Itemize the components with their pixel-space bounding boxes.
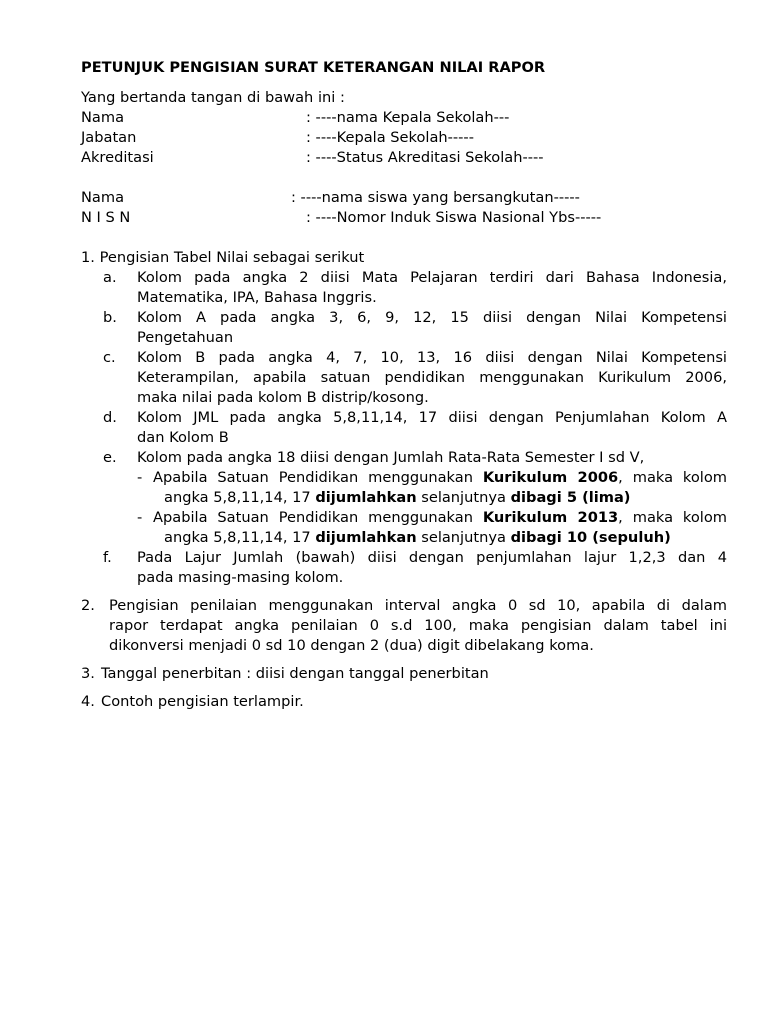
section-line: dikonversi menjadi 0 sd 10 dengan 2 (dua) digit dibelakang koma.: [109, 637, 594, 654]
section-3: [81, 664, 727, 684]
section-marker: 4.: [81, 693, 95, 710]
item-marker: e.: [103, 449, 117, 466]
list-item-f: [81, 548, 727, 588]
field-value: : ----nama siswa yang bersangkutan-----: [291, 189, 580, 206]
item-line: Matematika, IPA, Bahasa Inggris.: [137, 289, 377, 306]
item-marker: b.: [103, 309, 117, 326]
item-marker: d.: [103, 409, 117, 426]
section-line: Contoh pengisian terlampir.: [101, 693, 304, 710]
field-label: N I S N: [81, 209, 131, 226]
item-marker: a.: [103, 269, 117, 286]
sub-item-dash: -: [137, 469, 143, 486]
field-value: : ----Status Akreditasi Sekolah----: [306, 149, 544, 166]
list-item-a: [81, 268, 727, 308]
field-label: Nama: [81, 189, 125, 206]
section-marker: 2.: [81, 597, 95, 614]
sub-item-dash: -: [137, 509, 143, 526]
list-item-d: [81, 408, 727, 448]
field-row-nisn: [81, 208, 727, 228]
intro-text: Yang bertanda tangan di bawah ini :: [81, 89, 345, 106]
sub-item-line-2: angka 5,8,11,14, 17 dijumlahkan selanjutnya dibagi 10 (sepuluh): [164, 529, 671, 546]
field-value: : ----Kepala Sekolah-----: [306, 129, 474, 146]
item-line: Kolom pada angka 2 diisi Mata Pelajaran terdiri dari Bahasa Indonesia,: [137, 269, 727, 286]
sub-item-kurikulum-2013: [81, 508, 727, 548]
list-item-c: [81, 348, 727, 408]
item-line: Kolom pada angka 18 diisi dengan Jumlah Rata-Rata Semester I sd V,: [137, 449, 645, 466]
section-1-heading: 1. Pengisian Tabel Nilai sebagai serikut: [81, 249, 365, 266]
document-page: [81, 58, 727, 712]
field-row-jabatan: [81, 128, 727, 148]
section-line: rapor terdapat angka penilaian 0 s.d 100, maka pengisian dalam tabel ini: [109, 617, 727, 634]
sub-item-line-1: Apabila Satuan Pendidikan menggunakan Kurikulum 2006, maka kolom: [153, 469, 727, 486]
field-label: Nama: [81, 109, 125, 126]
item-line: Pada Lajur Jumlah (bawah) diisi dengan penjumlahan lajur 1,2,3 dan 4: [137, 549, 727, 566]
item-marker: c.: [103, 349, 116, 366]
item-line: Keterampilan, apabila satuan pendidikan menggunakan Kurikulum 2006,: [137, 369, 727, 386]
field-row-nama-siswa: [81, 188, 727, 208]
field-row-akreditasi: [81, 148, 727, 168]
item-marker: f.: [103, 549, 112, 566]
field-value: : ----Nomor Induk Siswa Nasional Ybs-----: [306, 209, 602, 226]
field-label: Jabatan: [81, 129, 137, 146]
item-line: Pengetahuan: [137, 329, 234, 346]
item-line: Kolom B pada angka 4, 7, 10, 13, 16 diisi dengan Nilai Kompetensi: [137, 349, 727, 366]
item-line: maka nilai pada kolom B distrip/kosong.: [137, 389, 429, 406]
item-line: pada masing-masing kolom.: [137, 569, 344, 586]
field-value: : ----nama Kepala Sekolah---: [306, 109, 510, 126]
item-line: Kolom JML pada angka 5,8,11,14, 17 diisi dengan Penjumlahan Kolom A: [137, 409, 727, 426]
field-label: Akreditasi: [81, 149, 154, 166]
sub-item-line-2: angka 5,8,11,14, 17 dijumlahkan selanjutnya dibagi 5 (lima): [164, 489, 631, 506]
field-row-nama-kepsek: [81, 108, 727, 128]
document-title: PETUNJUK PENGISIAN SURAT KETERANGAN NILAI RAPOR: [81, 59, 546, 76]
section-line: Pengisian penilaian menggunakan interval angka 0 sd 10, apabila di dalam: [109, 597, 727, 614]
list-item-b: [81, 308, 727, 348]
section-2: [81, 596, 727, 656]
section-4: [81, 692, 727, 712]
list-item-e: [81, 448, 727, 468]
item-line: Kolom A pada angka 3, 6, 9, 12, 15 diisi dengan Nilai Kompetensi: [137, 309, 727, 326]
sub-item-line-1: Apabila Satuan Pendidikan menggunakan Kurikulum 2013, maka kolom: [153, 509, 727, 526]
section-marker: 3.: [81, 665, 95, 682]
section-line: Tanggal penerbitan : diisi dengan tanggal penerbitan: [101, 665, 489, 682]
item-line: dan Kolom B: [137, 429, 229, 446]
sub-item-kurikulum-2006: [81, 468, 727, 508]
